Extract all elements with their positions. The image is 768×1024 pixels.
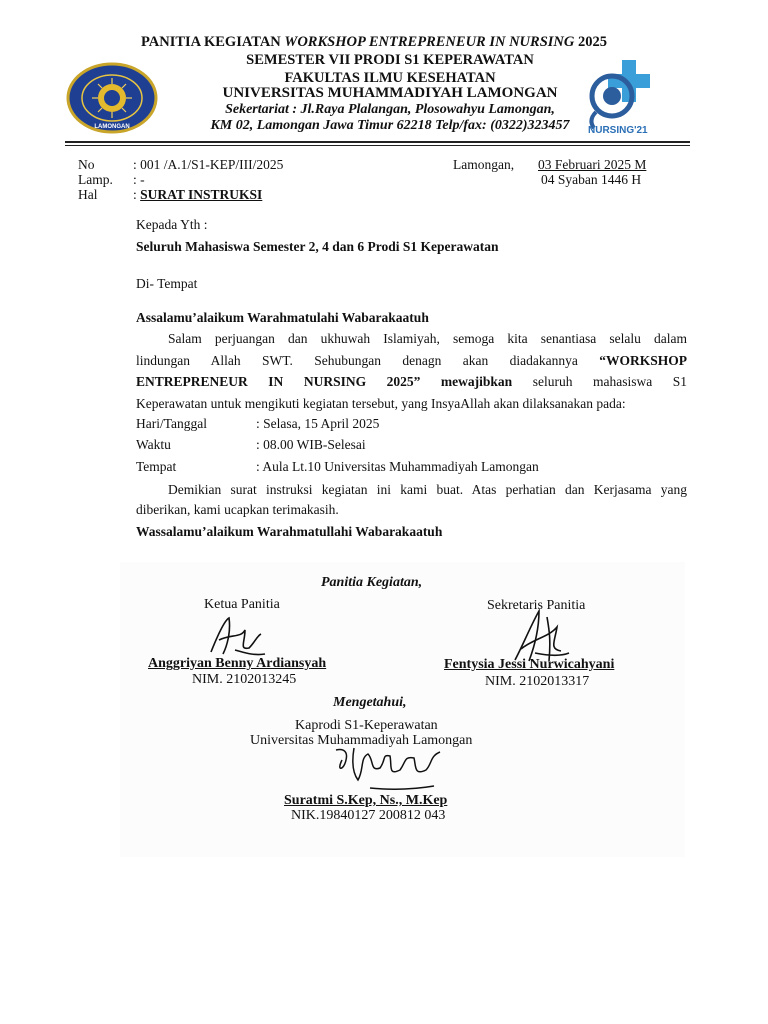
header-address-1: Sekertariat : Jl.Raya Plalangan, Plosowahyu Lamongan, <box>225 102 555 117</box>
paragraph-2-line-2: diberikan, kami ucapkan terimakasih. <box>136 502 339 517</box>
waktu-label: Waktu <box>136 437 171 452</box>
nursing-logo-label: NURSING'21 <box>588 125 648 136</box>
sekretaris-nim: NIM. 2102013317 <box>485 674 590 689</box>
kaprodi-signature <box>330 740 450 795</box>
hal-value: SURAT INSTRUKSI <box>140 187 263 202</box>
header-address-2: KM 02, Lamongan Jawa Timur 62218 Telp/fax: (0322)323457 <box>210 118 570 133</box>
hal-label: Hal <box>78 187 98 202</box>
waktu-value: : 08.00 WIB-Selesai <box>256 437 366 452</box>
kaprodi-title: Kaprodi S1-Keperawatan <box>295 718 438 733</box>
greeting: Assalamu’alaikum Warahmatulahi Wabarakaatuh <box>136 310 429 325</box>
recipient-name: Seluruh Mahasiswa Semester 2, 4 dan 6 Prodi S1 Keperawatan <box>136 239 499 254</box>
logo-left-bottom: LAMONGAN <box>94 124 130 130</box>
hari-label: Hari/Tanggal <box>136 416 208 431</box>
sekretaris-signature <box>505 605 575 665</box>
ketua-title: Ketua Panitia <box>204 597 280 612</box>
ketua-signature <box>205 612 275 662</box>
header-line-1: PANITIA KEGIATAN WORKSHOP ENTREPRENEUR IN NURSING 2025 <box>141 34 607 50</box>
paragraph-1-line-2: lindungan Allah SWT. Sehubungan denagn akan diadakannya “WORKSHOP <box>136 353 687 368</box>
place: Lamongan, <box>453 157 515 172</box>
no-value: : 001 /A.1/S1-KEP/III/2025 <box>133 157 284 172</box>
hari-value: : Selasa, 15 April 2025 <box>256 416 380 431</box>
di-tempat: Di- Tempat <box>136 276 198 291</box>
kaprodi-nik: NIK.19840127 200812 043 <box>291 808 446 823</box>
hal-value-line: : SURAT INSTRUKSI <box>133 187 263 202</box>
header-line-3: FAKULTAS ILMU KESEHATAN <box>284 70 496 86</box>
kepada-yth: Kepada Yth : <box>136 217 208 232</box>
ketua-nim: NIM. 2102013245 <box>192 672 297 687</box>
tempat-value: : Aula Lt.10 Universitas Muhammadiyah Lamongan <box>256 459 539 474</box>
ketua-name: Anggriyan Benny Ardiansyah <box>148 656 327 671</box>
header-line-2: SEMESTER VII PRODI S1 KEPERAWATAN <box>246 52 534 68</box>
no-label: No <box>78 157 95 172</box>
kaprodi-name: Suratmi S.Kep, Ns., M.Kep <box>284 793 448 808</box>
header-rule <box>65 141 690 143</box>
mengetahui-heading: Mengetahui, <box>333 695 407 710</box>
date-masehi: 03 Februari 2025 M <box>538 157 647 172</box>
sekretaris-title: Sekretaris Panitia <box>487 598 586 613</box>
paragraph-1-line-3: ENTREPRENEUR IN NURSING 2025” mewajibkan seluruh mahasiswa S1 <box>136 374 687 389</box>
closing: Wassalamu’alaikum Warahmatullahi Wabarakaatuh <box>136 524 443 539</box>
paragraph-1-line-1: Salam perjuangan dan ukhuwah Islamiyah, semoga kita senantiasa selalu dalam <box>168 331 687 346</box>
sekretaris-name: Fentysia Jessi Nurwicahyani <box>444 657 615 672</box>
header-rule-thin <box>65 145 690 146</box>
lamp-label: Lamp. <box>78 172 113 187</box>
tempat-label: Tempat <box>136 459 177 474</box>
lamp-value: : - <box>133 172 145 187</box>
header-line-4: UNIVERSITAS MUHAMMADIYAH LAMONGAN <box>222 85 558 101</box>
kaprodi-university: Universitas Muhammadiyah Lamongan <box>250 733 473 748</box>
date-hijri: 04 Syaban 1446 H <box>541 172 642 187</box>
panitia-heading: Panitia Kegiatan, <box>321 575 423 590</box>
paragraph-1-line-4: Keperawatan untuk mengikuti kegiatan tersebut, yang InsyaAllah akan dilaksanakan pada: <box>136 396 626 411</box>
paragraph-2-line-1: Demikian surat instruksi kegiatan ini kami buat. Atas perhatian dan Kerjasama yang <box>168 482 687 497</box>
